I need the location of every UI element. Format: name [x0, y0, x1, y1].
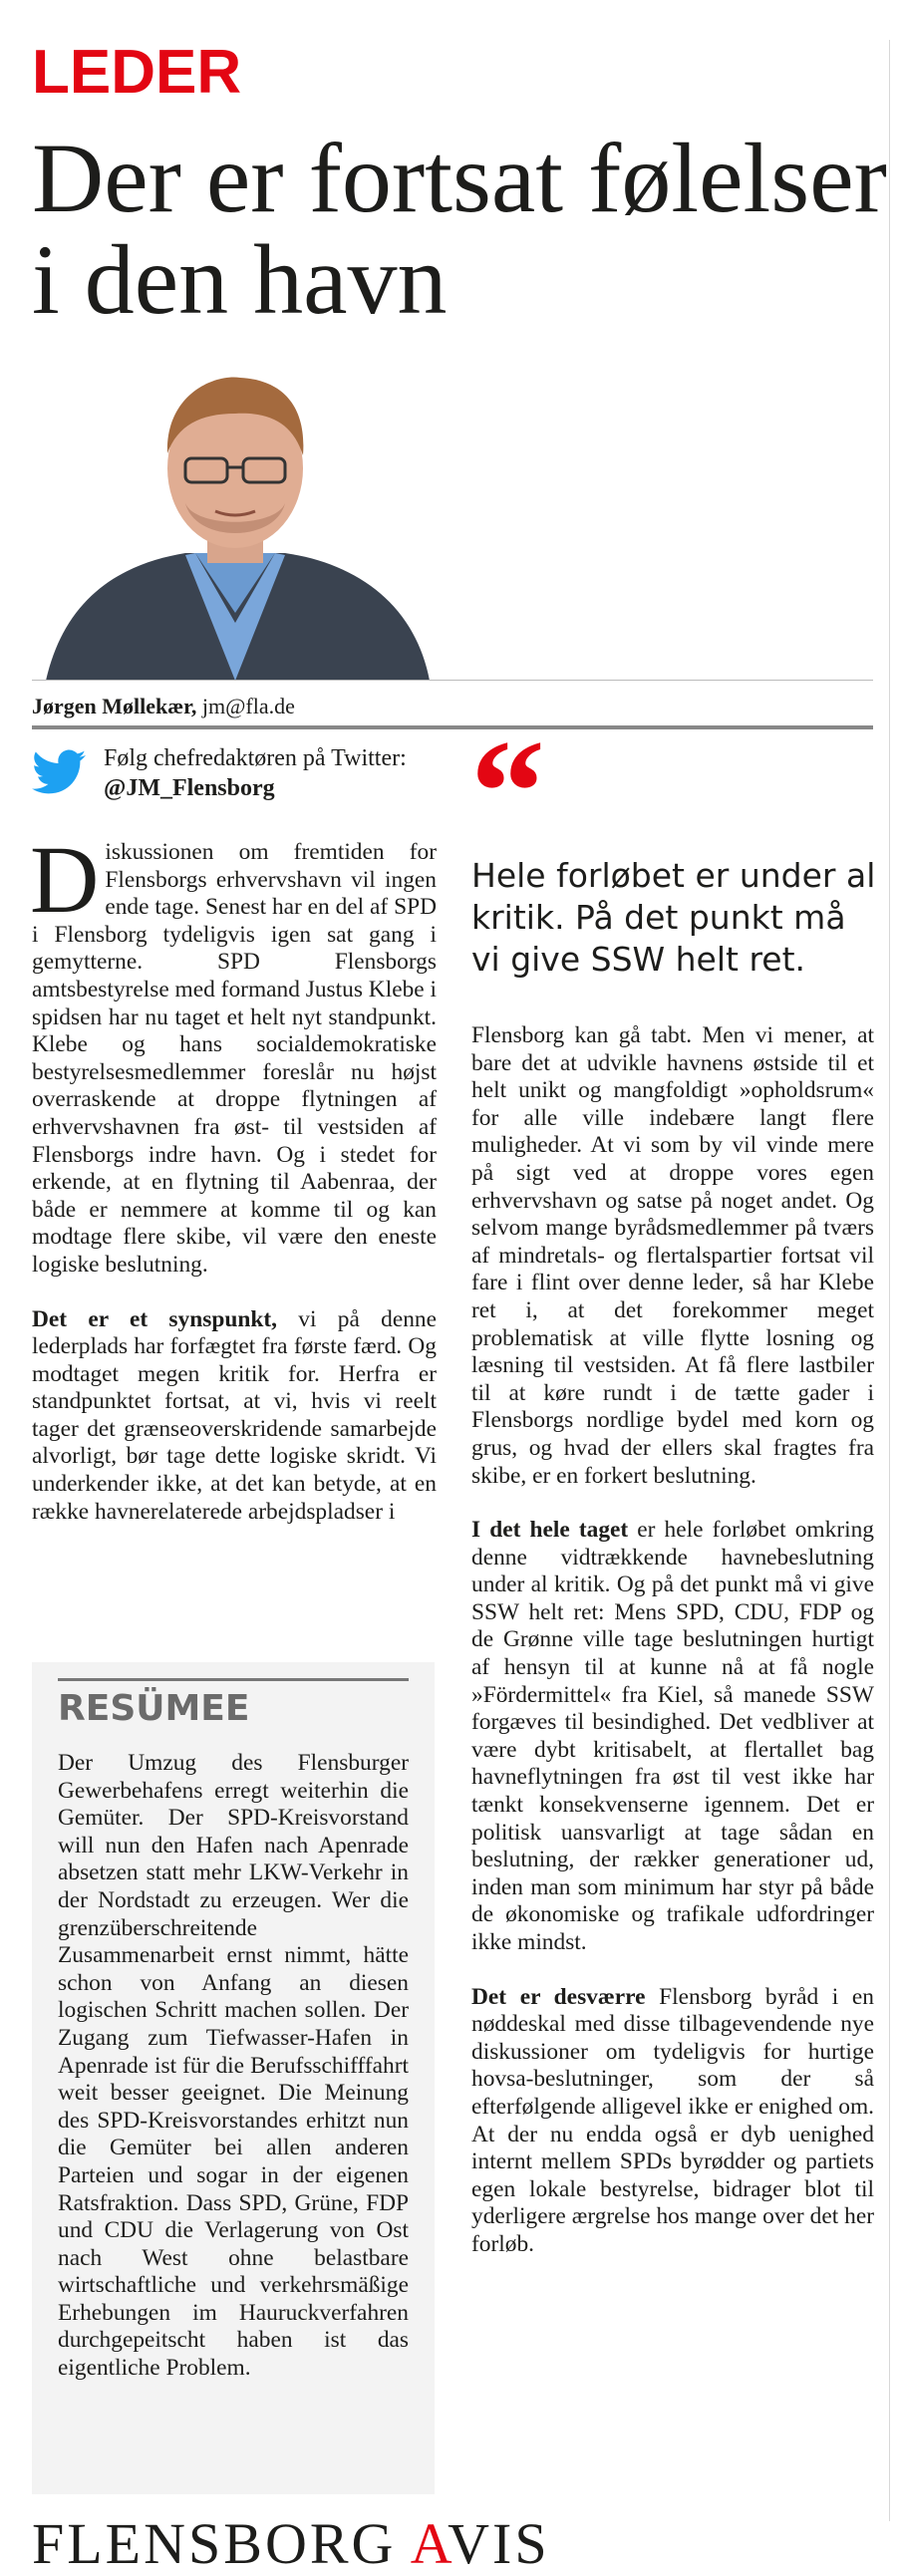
article-column-right	[471, 1022, 874, 2259]
paragraph	[30, 826, 438, 1280]
logo-part: VIS	[448, 2511, 550, 2576]
byline	[32, 694, 295, 719]
paragraph: Flensborg kan gå tabt. Men vi mener, at bare det at udvikle havnens østside til et helt unikt og mangfoldigt »opholdsrum« for alle ville indebære langt flere muligheder. At vi som by vil vinde mere på sigt ved at droppe vores egen erhvervshavn og satse på noget andet. Og selvom mange byrådsmedlemmer på tværs af mindretals- og flertalspartier fortsat vil fare i flint over denne leder, så har Klebe ret i, at det forekommer meget problematisk at ville flytte losning og læsning til vestsiden. At få flere lastbiler til at køre rundt i de tætte gader i Flensborgs nordlige bydel med korn og grus, og hvad der ellers skal fragtes fra skibe, er en forkert beslutning.	[471, 1022, 874, 1489]
resume-title: RESÜMEE	[58, 1688, 250, 1729]
byline-top-rule	[32, 680, 873, 681]
drop-cap: D	[30, 826, 100, 933]
resume-box	[32, 1662, 435, 2494]
logo-accent: A	[410, 2511, 449, 2576]
headline: Der er fortsat følelser i den havn	[32, 123, 887, 335]
twitter-text	[104, 743, 407, 803]
paragraph-lead: Det er et synspunkt,	[32, 1305, 278, 1332]
logo-part: FLENSBORG	[32, 2511, 411, 2576]
author-name: Jørgen Møllekær,	[32, 694, 197, 718]
paragraph	[471, 1984, 874, 2259]
author-photo	[36, 364, 435, 681]
byline-bottom-rule	[32, 725, 873, 729]
newspaper-logo	[32, 2511, 550, 2576]
author-email[interactable]: jm@fla.de	[196, 694, 295, 718]
paragraph-text: er hele forløbet omkring denne vidtrækkende havnebeslutning under al kritik. Og på det punkt må vi give SSW helt ret: Mens SPD, CDU, FDP og de Grønne ville tage beslutningen hurtigt af hensyn til at kunne nå at få nogle »Fördermittel« fra Kiel, så manede SSW forgæves til besindighed. Det vedbliver at være dybt kritisabelt, at flertallet bag havneflytningen fra øst til vest ikke har tænkt konsekvenserne igennem. Det er politisk uansvarligt at tage sådan en beslutning, der rækker generationer ud, inden man som minimum har styr på både de økonomiske og trafikale udfordringer ikke mindst.	[471, 1517, 874, 1955]
resume-text: Der Umzug des Flensburger Gewerbehafens erregt weiterhin die Gemüter. Der SPD-Kreisvorstand will nun den Hafen nach Apenrade absetzen statt mehr LKW-Verkehr in der Nordstadt zu erzeugen. Wer die grenzüberschreitende Zusammenarbeit ernst nimmt, hätte schon von Anfang an diesen logischen Schritt machen sollen. Der Zugang zum Tiefwasser-Hafen in Apenrade ist für die Berufsschifffahrt weit besser geeignet. Die Meinung des SPD-Kreisvorstandes erhitzt nun die Gemüter bei allen anderen Parteien und sogar in der eigenen Ratsfraktion. Dass SPD, Grüne, FDP und CDU die Verlagerung von Ost nach West ohne belastbare wirtschaftliche und verkehrsmäßige Erhebungen im Hauruckverfahren durchgepeitscht haben ist das eigentliche Problem.	[58, 1750, 409, 2382]
resume-rule	[58, 1678, 409, 1681]
section-kicker: LEDER	[32, 38, 242, 107]
paragraph	[32, 1306, 437, 1527]
pull-quote: Hele forløbet er under al kritik. På det punkt må vi give SSW helt ret.	[471, 856, 876, 979]
twitter-handle[interactable]: @JM_Flensborg	[104, 775, 275, 801]
paragraph-lead: Det er desværre	[471, 1983, 646, 2010]
paragraph-text: Flensborg byråd i en nøddeskal med disse tilbagevendende nye diskussioner om tydeligvis for hurtige hovsa-beslutninger, som der så efterfølgende alligevel ikke er enighed om. At der nu endda også er dyb uenighed internt mellem SPDs byrødder og partiets egen lokale bestyrelse, bidrager blot til yderligere ærgrelse hos mange over det her forløb.	[471, 1983, 874, 2257]
twitter-follow[interactable]	[32, 743, 450, 803]
twitter-prompt: Følg chefredaktøren på Twitter:	[104, 745, 407, 771]
paragraph	[471, 1517, 874, 1957]
paragraph-lead: I det hele taget	[471, 1517, 629, 1544]
twitter-bird-icon	[32, 749, 86, 795]
page-edge-line	[889, 40, 890, 2521]
paragraph-text: vi på denne lederplads har forfægtet fra første færd. Og modtaget megen kritik for. Herfra er standpunktet fortsat, at vi, hvis vi reelt tager det grænseoverskridende samarbejde alvorligt, bør tage dette logiske skridt. Vi underkender ikke, at det kan betyde, at en række havnerelaterede arbejdspladser i	[32, 1305, 437, 1525]
quote-mark-icon: “	[470, 710, 545, 875]
paragraph-text: iskussionen om fremtiden for Flensborgs erhvervshavn vil ingen ende tage. Senest har en del af SPD i Flensborg tydeligvis igen sat gang i gemytterne. SPD Flensborgs amtsbestyrelse med formand Justus Klebe i spidsen har nu taget et helt nyt standpunkt. Klebe og hans socialdemokratiske bestyrelsesmedlemmer foreslår nu højst overraskende at droppe flytningen af erhvervshavnen fra øst- til vestsiden af Flensborgs indre havn. Og i stedet for erkende, at en flytning til Aabenraa, der både er nemmere at komme til og kan modtage flere skibe, vil være den eneste logiske beslutning.	[32, 839, 438, 1278]
article-column-left	[30, 826, 438, 1526]
